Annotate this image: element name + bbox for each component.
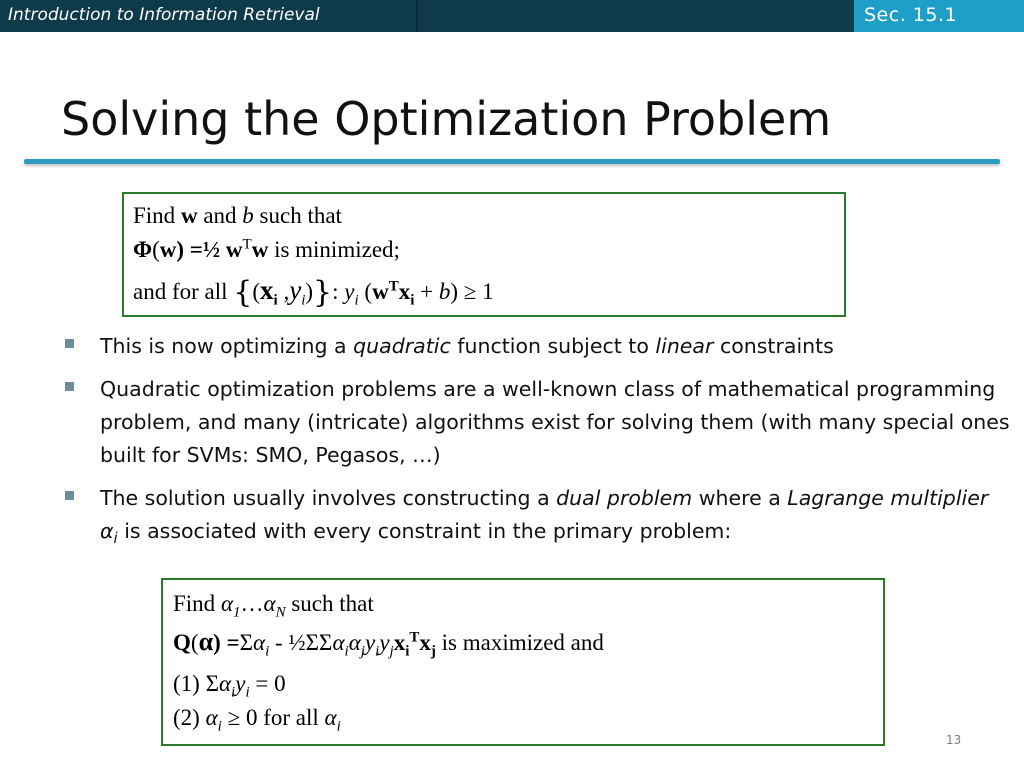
header-bar [0,0,1024,32]
section-badge [854,0,1024,32]
square-bullet-icon [65,491,74,500]
section-label: Sec. 15.1 [864,4,958,26]
dual-line-4: (2) $\alpha_i \ge 0$ for all $\alpha_i$ [173,705,341,735]
primal-problem-box [122,192,846,317]
slide-title: Solving the Optimization Problem [61,92,832,146]
dual-line-3: (1) $\Sigma\alpha_iy_i = 0$ [173,671,286,701]
bullet-item: The solution usually involves constructing a dual problem where a Lagrange multiplier $\alpha_i$ is associated with every constraint in the primary problem: [60,482,1010,548]
bullet-item: Quadratic optimization problems are a well-known class of mathematical programming problem, and many (intricate) algorithms exist for solving them (with many special ones built for SVMs: SMO, Pegasos, …) [60,373,1010,472]
dual-line-1: Find $\alpha_1\dots\alpha_N$ such that [173,591,374,621]
page-number: 13 [946,733,962,747]
primal-line-1: Find w and b such that [133,203,342,228]
dual-line-2: $Q(\alpha) =\Sigma\alpha_i$ - $\frac{1}{2}\Sigma\Sigma\alpha_i\alpha_jy_iy_jx_i^Tx_j$ is maximized and [173,627,604,660]
header-divider [416,0,418,32]
primal-line-3: and for all {($x_i$ $,y_i$)}: $y_i$ $(w^Tx_i + b) \ge 1$ [133,275,494,310]
course-title: Introduction to Information Retrieval [8,5,320,25]
primal-line-2: Φ(w) =½ $w^Tw$ is minimized; [133,236,400,262]
title-underline [24,159,1000,164]
square-bullet-icon [65,339,74,348]
bullet-list [60,330,1010,558]
dual-problem-box [161,578,885,746]
bullet-item: This is now optimizing a quadratic function subject to linear constraints [60,330,1010,363]
square-bullet-icon [65,382,74,391]
